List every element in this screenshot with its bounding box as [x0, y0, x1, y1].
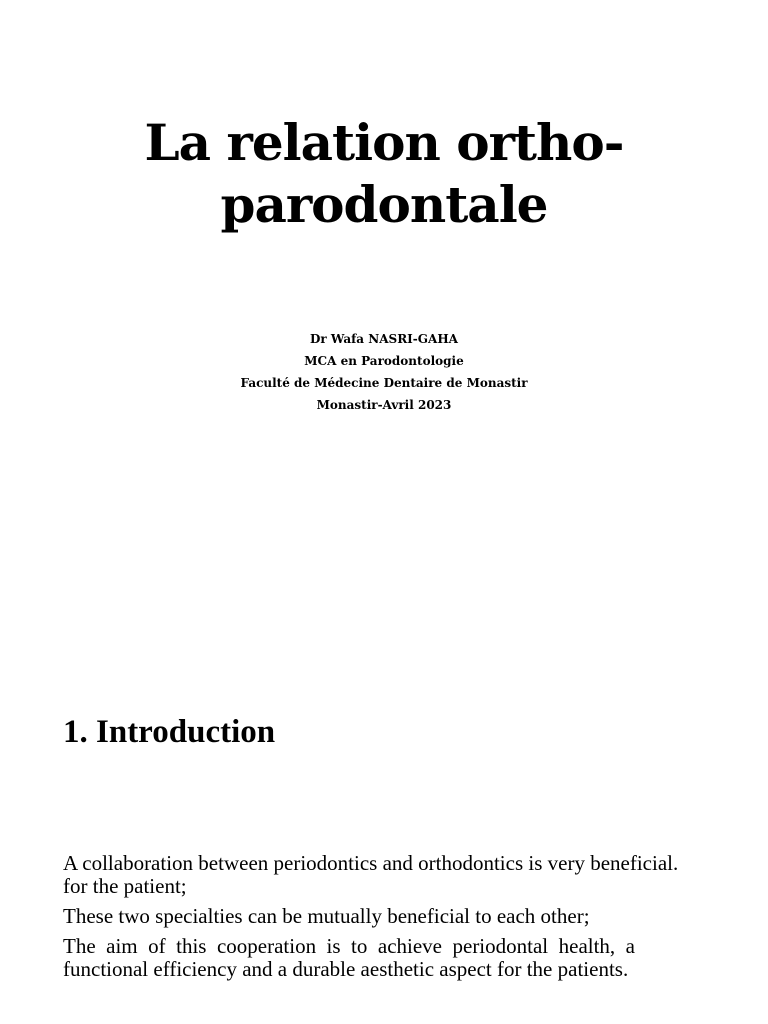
place-date: Monastir-Avril 2023 [316, 398, 452, 412]
author-block [184, 328, 584, 416]
title-line-1: La relation ortho- [144, 113, 624, 172]
intro-paragraph-2: These two specialties can be mutually beneficial to each other; [63, 904, 590, 928]
presentation-title [84, 112, 684, 236]
intro-paragraph-1-line-2: for the patient; [63, 874, 187, 898]
intro-paragraph-3: The aim of this cooperation is to achieve periodontal health, a functional efficiency and a durable aesthetic aspect for the patients. [63, 934, 635, 981]
author-name: Dr Wafa NASRI-GAHA [310, 332, 458, 346]
section-heading: 1. Introduction [63, 714, 276, 750]
author-institution: Faculté de Médecine Dentaire de Monastir [240, 376, 528, 390]
author-position: MCA en Parodontologie [304, 354, 464, 368]
intro-paragraph-1 [63, 851, 679, 898]
introduction-slide [0, 680, 768, 1024]
intro-paragraphs [63, 851, 679, 988]
title-line-2: parodontale [220, 175, 548, 234]
intro-paragraph-1-line-1: A collaboration between periodontics and orthodontics is very beneficial. [63, 851, 679, 875]
